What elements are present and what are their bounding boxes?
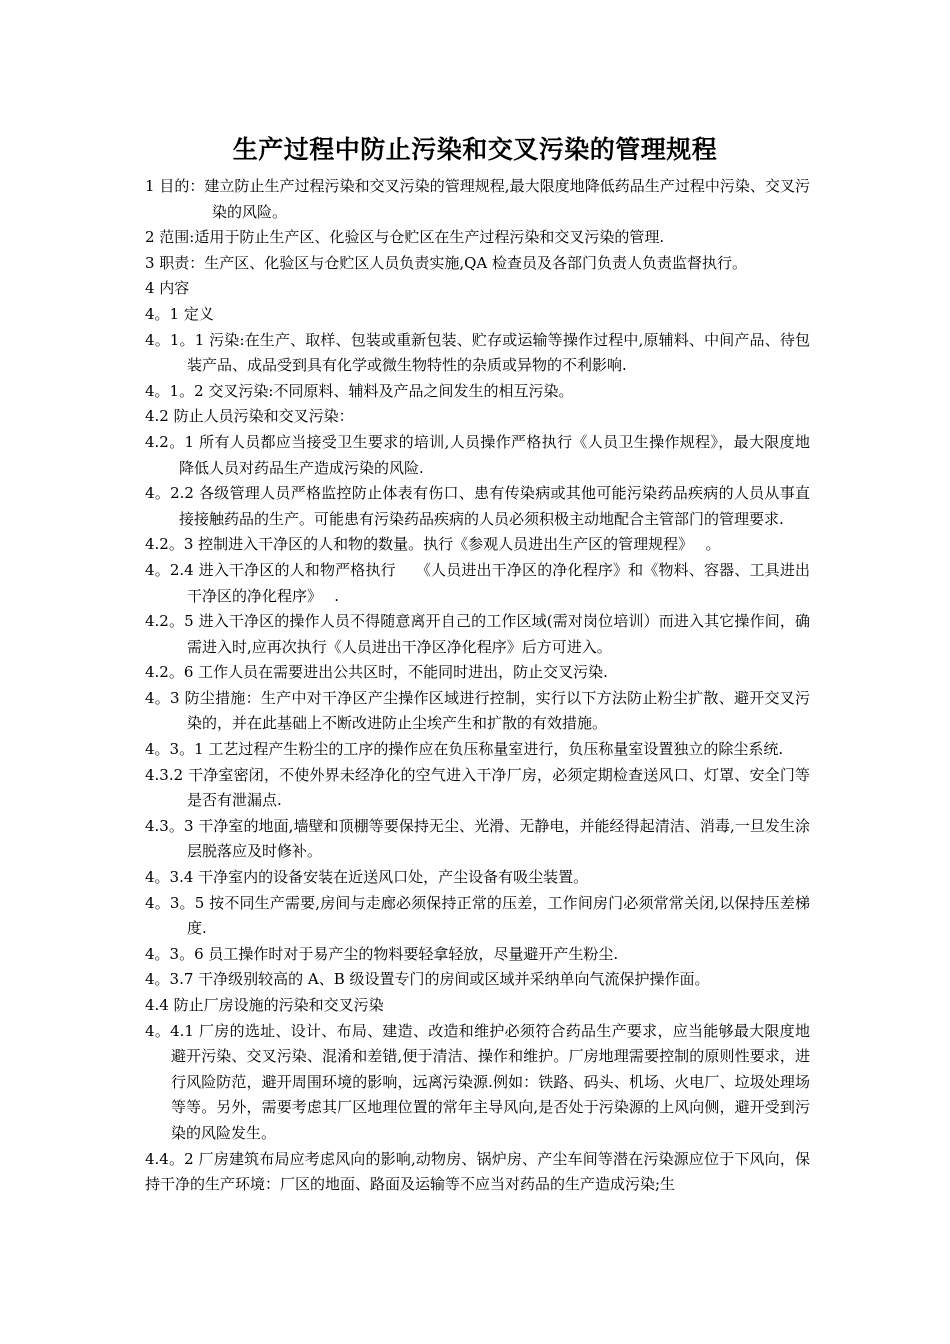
paragraph-4-3-heading: 4。3 防尘措施：生产中对干净区产尘操作区域进行控制，实行以下方法防止粉尘扩散、避开交叉污染的，并在此基础上不断改进防止尘埃产生和扩散的有效措施。	[145, 688, 810, 733]
paragraph-4-2-4: 4。2.4 进入干净区的人和物严格执行 《人员进出干净区的净化程序》和《物料、容器、工具进出干净区的净化程序》 .	[145, 560, 810, 605]
paragraph-content-heading: 4 内容	[145, 279, 190, 298]
paragraph-4-3-7: 4。3.7 干净级别较高的 A、B 级设置专门的房间或区域并采纳单向气流保护操作面。	[145, 970, 710, 989]
paragraph-4-2-2: 4。2.2 各级管理人员严格监控防止体表有伤口、患有传染病或其他可能污染药品疾病的人员从事直接接触药品的生产。可能患有污染药品疾病的人员必须积极主动地配合主管部门的管理要求.	[145, 484, 810, 528]
paragraph-4-4-1: 4。4.1 厂房的选址、设计、布局、建造、改造和维护必须符合药品生产要求，应当能够最大限度地避开污染、交叉污染、混淆和差错,便于清洁、操作和维护。厂房地理需要控制的原则性要求，进行风险防范，避开周围环境的影响，远离污染源.例如：铁路、码头、机场、火电厂、垃圾处理场等等。另外，需要考虑其厂区地理位置的常年主导风向,是否处于污染源的上风向侧，避开受到污染的风险发生。	[145, 1021, 810, 1142]
paragraph-4-3-2: 4.3.2 干净室密闭，不使外界未经净化的空气进入干净厂房，必须定期检查送风口、灯罩、安全门等是否有泄漏点.	[145, 765, 810, 810]
document-title: 生产过程中防止污染和交叉污染的管理规程	[232, 135, 718, 164]
paragraph-4-4-2: 4.4。2 厂房建筑布局应考虑风向的影响,动物房、锅炉房、产尘车间等潜在污染源应位于下风向，保持干净的生产环境：厂区的地面、路面及运输等不应当对药品的生产造成污染;生	[145, 1149, 810, 1194]
paragraph-4-3-6: 4。3。6 员工操作时对于易产尘的物料要轻拿轻放，尽量避开产生粉尘.	[145, 944, 619, 963]
paragraph-scope: 2 范围:适用于防止生产区、化验区与仓贮区在生产过程污染和交叉污染的管理.	[145, 228, 665, 247]
paragraph-4-2-1: 4.2。1 所有人员都应当接受卫生要求的培训,人员操作严格执行《人员卫生操作规程》，最大限度地降低人员对药品生产造成污染的风险.	[145, 432, 810, 477]
paragraph-4-2-6: 4.2。6 工作人员在需要进出公共区时，不能同时进出，防止交叉污染.	[145, 663, 608, 682]
paragraph-4-3-5: 4。3。5 按不同生产需要,房间与走廊必须保持正常的压差，工作间房门必须常常关闭,以保持压差梯度.	[145, 893, 810, 938]
paragraph-purpose: 1 目的：建立防止生产过程污染和交叉污染的管理规程,最大限度地降低药品生产过程中污染、交叉污染的风险。	[145, 177, 810, 221]
paragraph-4-4-heading: 4.4 防止厂房设施的污染和交叉污染	[145, 996, 384, 1014]
paragraph-4-3-1: 4。3。1 工艺过程产生粉尘的工序的操作应在负压称量室进行，负压称量室设置独立的除尘系统.	[145, 740, 784, 759]
paragraph-responsibility: 3 职责：生产区、化验区与仓贮区人员负责实施,QA 检查员及各部门负责人负责监督执行。	[145, 253, 747, 272]
paragraph-4-2-heading: 4.2 防止人员污染和交叉污染：	[145, 407, 354, 426]
paragraph-definition-heading: 4。1 定义	[145, 304, 214, 323]
paragraph-4-3-3: 4.3。3 干净室的地面,墙壁和顶棚等要保持无尘、光滑、无静电，并能经得起清洁、消毒,一旦发生涂层脱落应及时修补。	[145, 816, 810, 861]
paragraph-4-1-2: 4。1。2 交叉污染:不同原料、辅料及产品之间发生的相互污染。	[145, 381, 574, 400]
document-body	[145, 174, 810, 1198]
paragraph-4-3-4: 4。3.4 干净室内的设备安装在近送风口处，产尘设备有吸尘装置。	[145, 868, 589, 887]
paragraph-4-2-3: 4.2。3 控制进入干净区的人和物的数量。执行《参观人员进出生产区的管理规程》 。	[145, 535, 721, 554]
paragraph-4-2-5: 4.2。5 进入干净区的操作人员不得随意离开自己的工作区域(需对岗位培训）而进入其它操作间，确需进入时,应再次执行《人员进出干净区净化程序》后方可进入。	[145, 612, 810, 656]
paragraph-4-1-1: 4。1。1 污染:在生产、取样、包装或重新包装、贮存或运输等操作过程中,原辅料、中间产品、待包装产品、成品受到具有化学或微生物特性的杂质或异物的不利影响.	[145, 330, 810, 375]
